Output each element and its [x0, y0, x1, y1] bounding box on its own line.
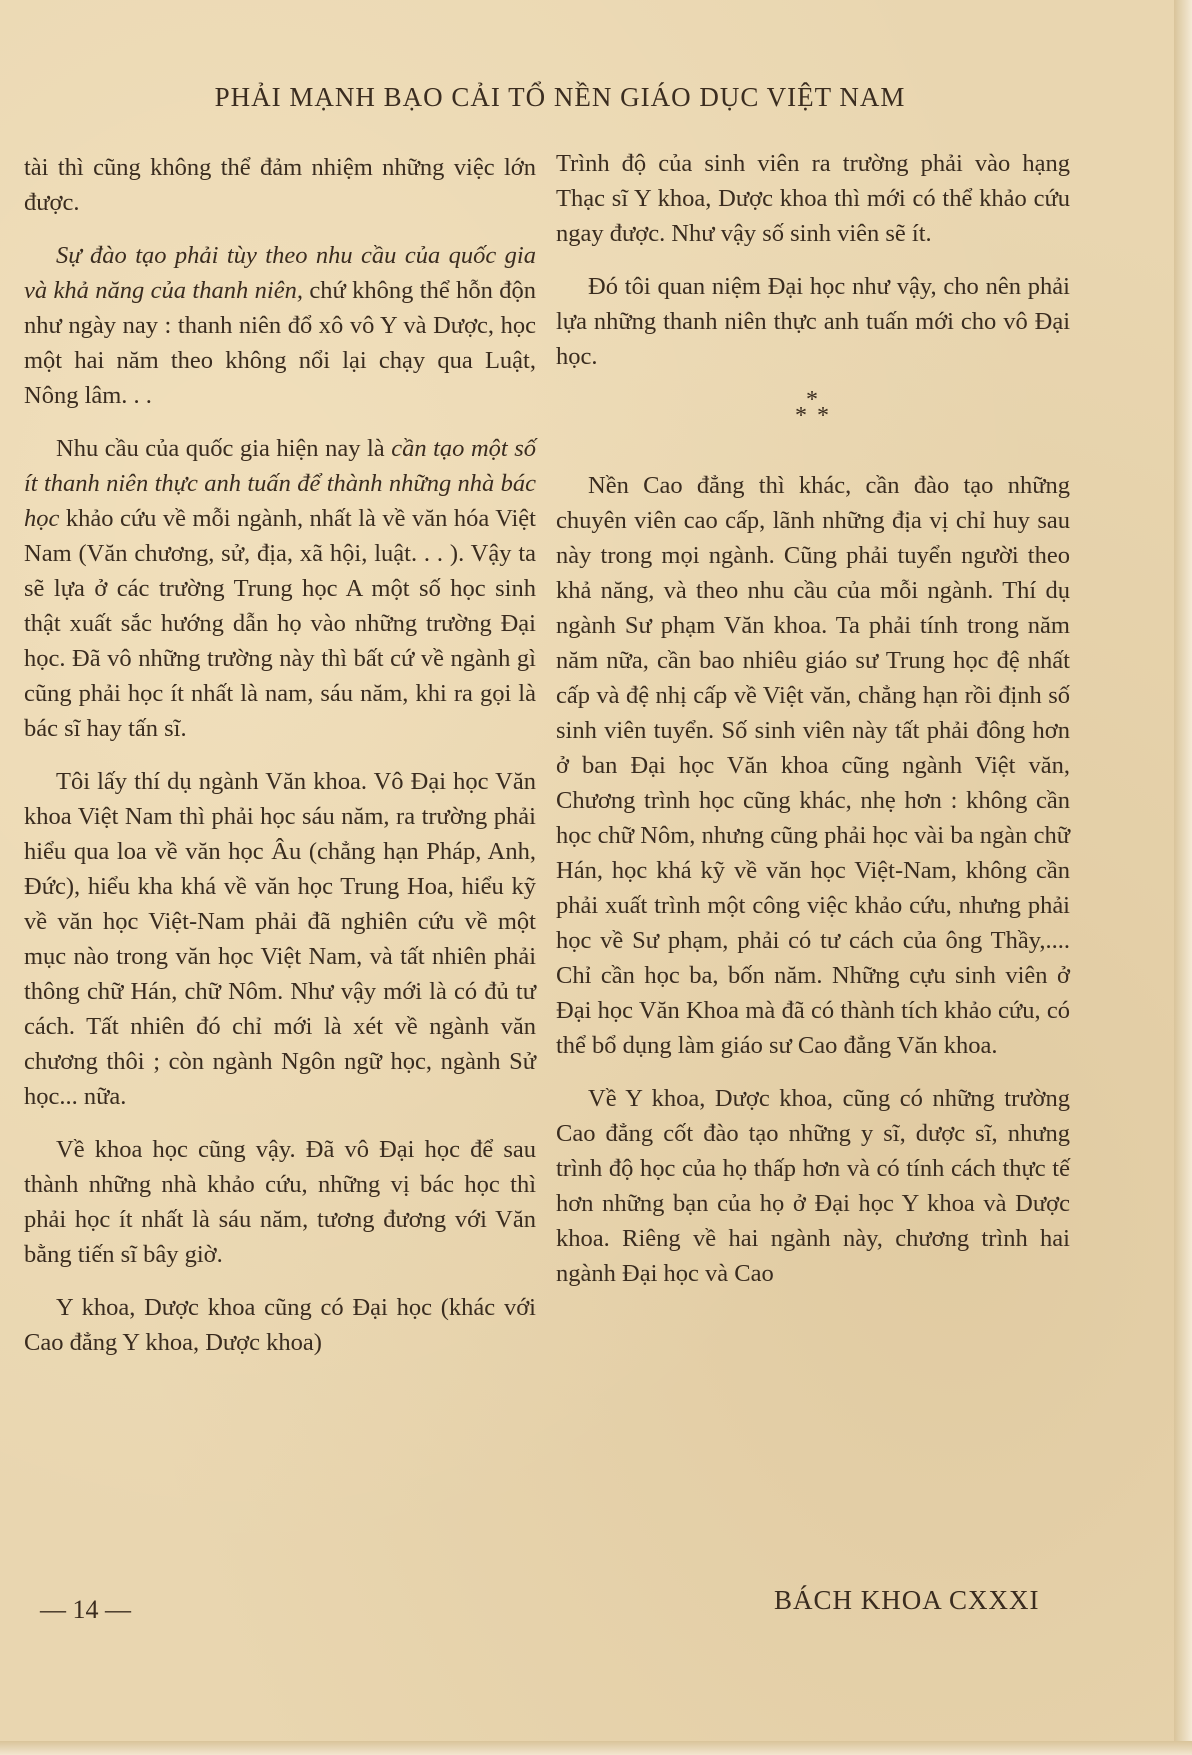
left-paragraph-3-emphasis: cần tạo một số ít thanh niên thực anh tuấn để thành những nhà bác học — [24, 435, 536, 532]
magazine-issue: BÁCH KHOA CXXXI — [774, 1585, 1040, 1615]
paper-edge-bottom — [0, 1741, 1192, 1755]
left-paragraph-3-lead: Nhu cầu của quốc gia hiện nay là — [56, 435, 392, 462]
right-paragraph-3: Nền Cao đẳng thì khác, cần đào tạo những chuyên viên cao cấp, lãnh những địa vị chỉ huy sau này trong mọi ngành. Cũng phải tuyển người theo khả năng, và theo nhu cầu của mỗi ngành. Thí dụ ngành Sư phạm Văn khoa. Ta phải tính trong năm năm nữa, cần bao nhiêu giáo sư Trung học đệ nhất cấp và đệ nhị cấp về Việt văn, chẳng hạn rồi định số sinh viên tuyển. Số sinh viên này tất phải đông hơn ở ban Đại học Văn khoa cũng ngành Việt văn, Chương trình học cũng khác, nhẹ hơn : không cần học chữ Nôm, nhưng cũng phải học vài ba ngàn chữ Hán, học khá kỹ về văn học Việt-Nam, không cần phải xuất trình một công việc khảo cứu, nhưng phải học về Sư phạm, phải có tư cách của ông Thầy,.... Chỉ cần học ba, bốn năm. Những cựu sinh viên ở Đại học Văn Khoa mà đã có thành tích khảo cứu, có thể bổ dụng làm giáo sư Cao đẳng Văn khoa. — [556, 472, 1070, 1059]
left-column — [24, 150, 536, 1378]
left-paragraph-2 — [24, 238, 536, 413]
paper-edge-right — [1174, 0, 1192, 1755]
left-paragraph-4: Tôi lấy thí dụ ngành Văn khoa. Vô Đại học Văn khoa Việt Nam thì phải học sáu năm, ra trường phải hiểu qua loa về văn học Âu (chẳng hạn Pháp, Anh, Đức), hiểu kha khá về văn học Trung Hoa, hiểu kỹ về văn học Việt-Nam phải đã nghiên cứu về một mục nào trong văn học Việt Nam, và tất nhiên phải thông chữ Hán, chữ Nôm. Như vậy mới là có đủ tư cách. Tất nhiên đó chỉ mới là xét về ngành văn chương thôi ; còn ngành Ngôn ngữ học, ngành Sử học... nữa. — [24, 768, 536, 1110]
right-paragraph-2: Đó tôi quan niệm Đại học như vậy, cho nên phải lựa những thanh niên thực anh tuấn mới cho vô Đại học. — [556, 273, 1070, 370]
right-column — [556, 146, 1070, 1309]
running-title: PHẢI MẠNH BẠO CẢI TỔ NỀN GIÁO DỤC VIỆT NAM — [214, 82, 906, 112]
left-paragraph-6: Y khoa, Dược khoa cũng có Đại học (khác với Cao đẳng Y khoa, Dược khoa) — [24, 1294, 536, 1356]
right-paragraph-1: Trình độ của sinh viên ra trường phải vào hạng Thạc sĩ Y khoa, Dược khoa thì mới có thể khảo cứu ngay được. Như vậy số sinh viên sẽ ít. — [556, 150, 1070, 247]
left-paragraph-3-text: khảo cứu về mỗi ngành, nhất là về văn hóa Việt Nam (Văn chương, sử, địa, xã hội, luật. . . ). Vậy ta sẽ lựa ở các trường Trung học A một số học sinh thật xuất sắc hướng dẫn họ vào những trường Đại học. Đã vô những trường này thì bất cứ về ngành gì cũng phải học ít nhất là nam, sáu năm, khi ra gọi là bác sĩ hay tấn sĩ. — [24, 505, 536, 742]
left-paragraph-1: tài thì cũng không thể đảm nhiệm những việc lớn được. — [24, 154, 536, 216]
left-paragraph-3 — [24, 431, 536, 746]
section-separator: * * * — [795, 387, 831, 429]
left-paragraph-2-text: chứ không thể hỗn độn như ngày nay : thanh niên đổ xô vô Y và Dược, học một hai năm theo không nổi lại chạy qua Luật, Nông lâm. . . — [24, 277, 536, 409]
right-paragraph-4: Về Y khoa, Dược khoa, cũng có những trường Cao đẳng cốt đào tạo những y sĩ, dược sĩ, nhưng trình độ học của họ thấp hơn và có tính cách thực tế hơn những bạn của họ ở Đại học Y khoa và Dược khoa. Riêng về hai ngành này, chương trình hai ngành Đại học và Cao — [556, 1085, 1070, 1287]
page-number: — 14 — — [40, 1595, 131, 1624]
left-paragraph-2-emphasis: Sự đào tạo phải tùy theo nhu cầu của quốc gia và khả năng của thanh niên, — [24, 242, 536, 304]
left-paragraph-5: Về khoa học cũng vậy. Đã vô Đại học để sau thành những nhà khảo cứu, những vị bác học thì phải học ít nhất là sáu năm, tương đương với Văn bằng tiến sĩ bây giờ. — [24, 1136, 536, 1268]
